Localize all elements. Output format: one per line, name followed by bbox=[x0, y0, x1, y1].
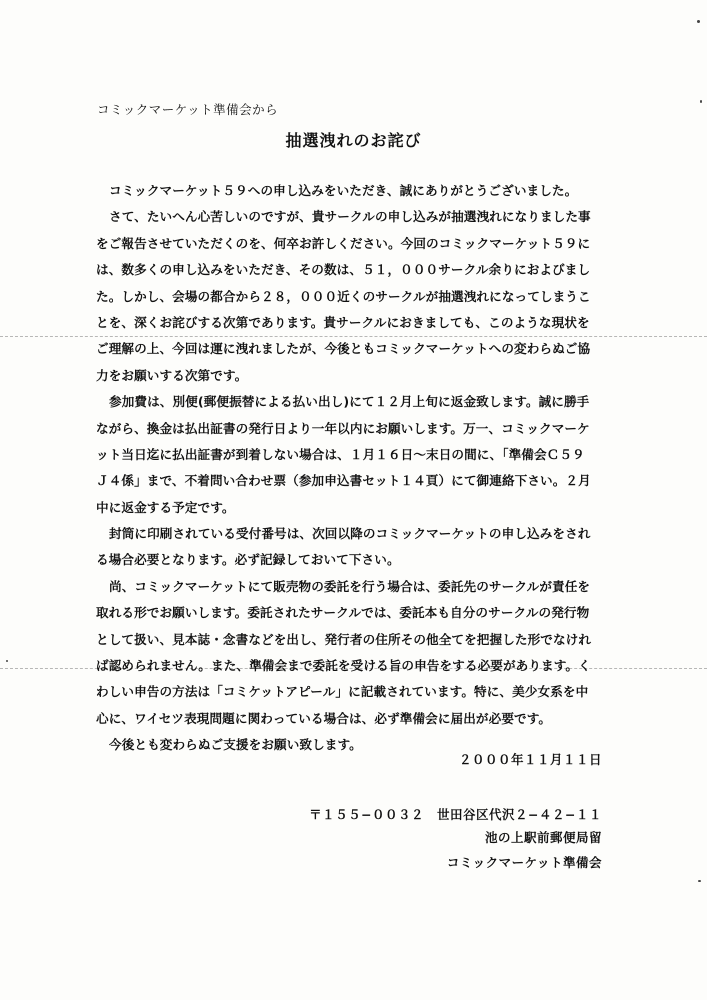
body-line: 封筒に印刷されている受付番号は、次回以降のコミックマーケットの申し込みをされ bbox=[109, 526, 591, 542]
body-line: さて、たいへん心苦しいのですが、貴サークルの申し込みが抽選洩れになりました事 bbox=[109, 209, 591, 225]
organization-name: コミックマーケット準備会 bbox=[446, 855, 602, 870]
body-line: 力をお願いする次第です。 bbox=[96, 367, 248, 383]
body-line: 参加費は、別便(郵便振替による払い出し)にて１２月上旬に返金致します。誠に勝手 bbox=[109, 394, 590, 410]
scan-speck bbox=[698, 880, 701, 882]
letter-title: 抽選洩れのお詫び bbox=[285, 131, 422, 150]
body-line: ご理解の上、今回は運に洩れましたが、今後ともコミックマーケットへの変わらぬご協 bbox=[96, 341, 591, 357]
body-line: 今後とも変わらぬご支援をお願い致します。 bbox=[109, 737, 362, 753]
letter-date: ２０００年１１月１１日 bbox=[458, 752, 602, 767]
body-line: は、数多くの申し込みをいただき、その数は、５１，０００サークル余りにおよびまし bbox=[96, 262, 591, 278]
body-line: をご報告させていただくのを、何卒お許しください。今回のコミックマーケット５９に bbox=[96, 235, 591, 251]
letter-body bbox=[96, 178, 616, 759]
scan-speck bbox=[6, 660, 8, 662]
body-line: 取れる形でお願いします。委託されたサークルでは、委託本も自分のサークルの発行物 bbox=[96, 605, 590, 621]
scan-speck bbox=[697, 20, 700, 23]
body-line: 中に返金する予定です。 bbox=[96, 499, 235, 515]
scan-speck bbox=[700, 100, 702, 103]
body-line: る場合必要となります。必ず記録しておいて下さい。 bbox=[96, 552, 400, 568]
body-line: Ｊ４係」まで、不着問い合わせ票（参加申込書セット１４頁）にて御連絡下さい。２月 bbox=[96, 473, 591, 489]
body-line: た。しかし、会場の都合から２８，０００近くのサークルが抽選洩れになってしまうこ bbox=[96, 288, 591, 304]
sender-header: コミックマーケット準備会から bbox=[97, 102, 279, 117]
post-office: 池の上駅前郵便局留 bbox=[484, 830, 602, 845]
body-line: ば認められません。また、準備会まで委託を受ける旨の申告をする必要があります。く bbox=[96, 658, 591, 674]
postal-address: 〒１５５−００３２ 世田谷区代沢２−４２−１１ bbox=[309, 807, 602, 822]
body-line: ながら、換金は払出証書の発行日より一年以内にお願いします。万一、コミックマーケ bbox=[96, 420, 590, 436]
body-line: 尚、コミックマーケットにて販売物の委託を行う場合は、委託先のサークルが責任を bbox=[109, 578, 591, 594]
body-line: 心に、ワイセツ表現問題に関わっている場合は、必ず準備会に届出が必要です。 bbox=[96, 710, 552, 726]
body-line: コミックマーケット５９への申し込みをいただき、誠にありがとうございました。 bbox=[109, 183, 578, 198]
body-line: ット当日迄に払出証書が到着しない場合は、１月１６日〜末日の間に、「準備会Ｃ５９ bbox=[96, 446, 585, 462]
body-line: として扱い、見本誌・念書などを出し、発行者の住所その他全てを把握した形でなけれ bbox=[96, 631, 592, 647]
body-line: とを、深くお詫びする次第であります。貴サークルにおきましても、このような現状を bbox=[96, 314, 590, 330]
body-line: わしい申告の方法は「コミケットアピール」に記載されています。特に、美少女系を中 bbox=[96, 684, 589, 700]
